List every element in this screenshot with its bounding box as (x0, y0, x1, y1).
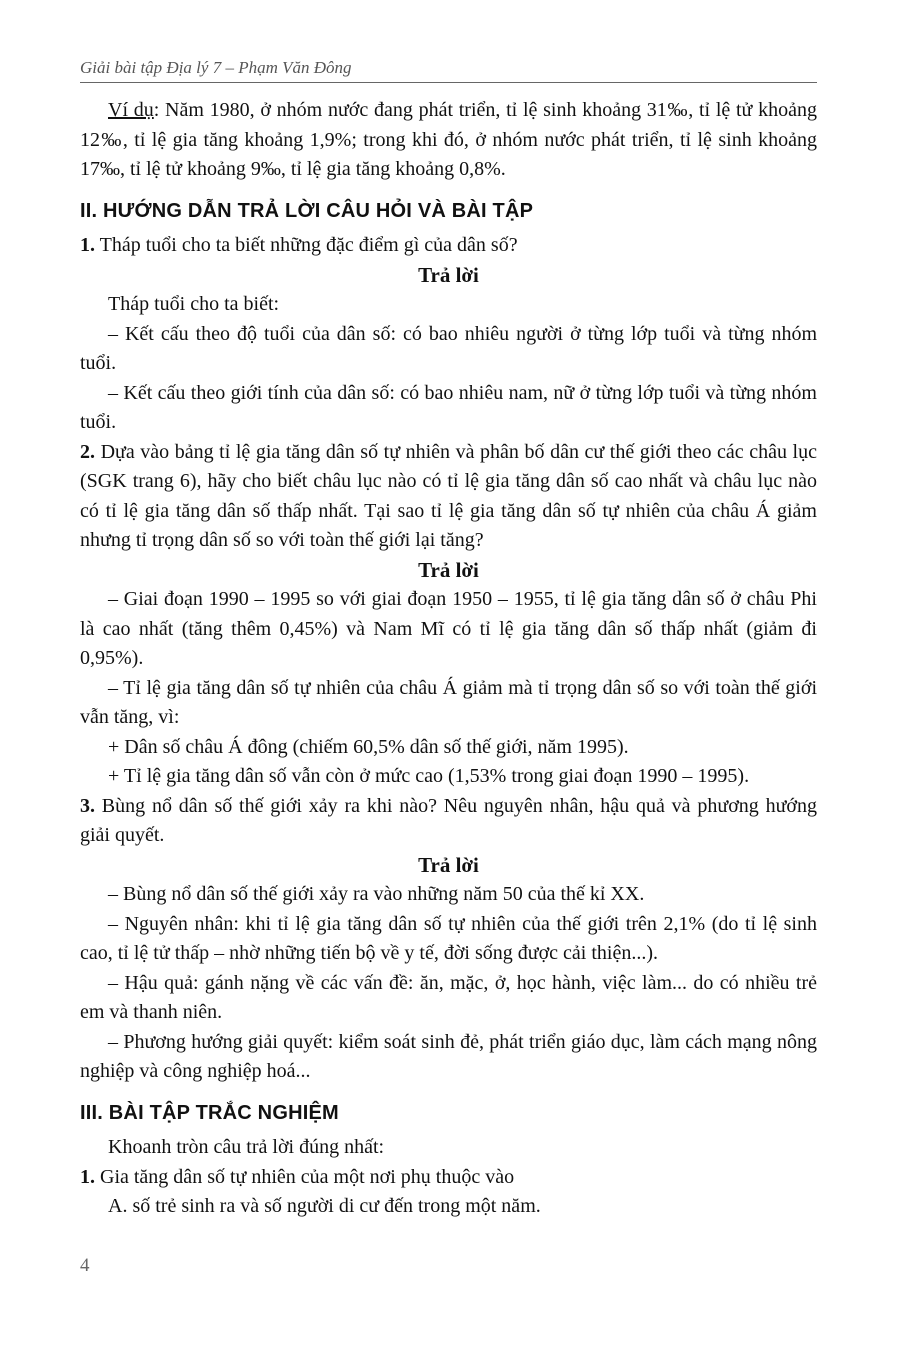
answer-heading-1: Trả lời (418, 262, 479, 287)
example-paragraph (80, 96, 817, 185)
q3-answer-item-1: – Bùng nổ dân số thế giới xảy ra vào những năm 50 của thế kỉ XX. (108, 883, 645, 905)
header-divider (80, 82, 817, 83)
quiz-option-a: A. số trẻ sinh ra và số người di cư đến trong một năm. (108, 1195, 541, 1217)
question-1 (80, 231, 817, 261)
question-2-number: 2. (80, 440, 95, 463)
q3-answer-item-4: – Phương hướng giải quyết: kiểm soát sinh đẻ, phát triển giáo dục, làm cách mạng nông nghiệp và công nghiệp hoá... (80, 1030, 817, 1082)
q2-answer-reason-1: + Dân số châu Á đông (chiếm 60,5% dân số thế giới, năm 1995). (108, 735, 629, 758)
quiz-question-1-text: Gia tăng dân số tự nhiên của một nơi phụ thuộc vào (95, 1165, 515, 1188)
section-3-title: III. BÀI TẬP TRẮC NGHIỆM (80, 1101, 339, 1124)
q1-answer-intro: Tháp tuổi cho ta biết: (108, 293, 280, 315)
example-label: Ví dụ (108, 99, 154, 121)
page-content (80, 96, 817, 1222)
question-3-text: Bùng nổ dân số thế giới xảy ra khi nào? Nêu nguyên nhân, hậu quả và phương hướng giải quyết. (80, 794, 817, 846)
page-number: 4 (80, 1255, 90, 1276)
running-header: Giải bài tập Địa lý 7 – Phạm Văn Đông (80, 58, 352, 77)
question-2 (80, 438, 817, 556)
example-text: : Năm 1980, ở nhóm nước đang phát triển, tỉ lệ sinh khoảng 31‰, tỉ lệ tử khoảng 12‰, tỉ lệ gia tăng khoảng 1,9%; trong khi đó, ở nhóm nước phát triển, tỉ lệ sinh khoảng 17‰, tỉ lệ tử khoảng 9‰, tỉ lệ gia tăng khoảng 0,8%. (80, 99, 818, 180)
quiz-instruction: Khoanh tròn câu trả lời đúng nhất: (108, 1136, 385, 1158)
q2-answer-item-1: – Giai đoạn 1990 – 1995 so với giai đoạn 1950 – 1955, tỉ lệ gia tăng dân số ở châu Phi là cao nhất (tăng thêm 0,45%) và Nam Mĩ có tỉ lệ gia tăng dân số thấp nhất (giảm đi 0,95%). (80, 588, 817, 669)
question-1-text: Tháp tuổi cho ta biết những đặc điểm gì của dân số? (95, 234, 518, 256)
answer-heading-3: Trả lời (418, 852, 479, 877)
q3-answer-item-3: – Hậu quả: gánh nặng về các vấn đề: ăn, mặc, ở, học hành, việc làm... do có nhiều trẻ em và thanh niên. (80, 971, 817, 1023)
q1-answer-item-1: – Kết cấu theo độ tuổi của dân số: có bao nhiêu người ở từng lớp tuổi và từng nhóm tuổi. (80, 322, 817, 374)
q3-answer-item-2: – Nguyên nhân: khi tỉ lệ gia tăng dân số tự nhiên của thế giới trên 2,1% (do tỉ lệ sinh cao, tỉ lệ tử thấp – nhờ những tiến bộ về y tế, đời sống được cải thiện...). (80, 912, 817, 964)
quiz-question-1-number: 1. (80, 1165, 95, 1188)
q1-answer-item-2: – Kết cấu theo giới tính của dân số: có bao nhiêu nam, nữ ở từng lớp tuổi và từng nhóm tuổi. (80, 381, 817, 433)
section-2-title: II. HƯỚNG DẪN TRẢ LỜI CÂU HỎI VÀ BÀI TẬP (80, 199, 534, 222)
question-1-number: 1. (80, 234, 95, 256)
answer-heading-2: Trả lời (418, 557, 479, 582)
q2-answer-reason-2: + Tỉ lệ gia tăng dân số vẫn còn ở mức cao (1,53% trong giai đoạn 1990 – 1995). (108, 765, 750, 787)
q2-answer-item-2: – Tỉ lệ gia tăng dân số tự nhiên của châu Á giảm mà tỉ trọng dân số so với toàn thế giới vẫn tăng, vì: (80, 676, 817, 728)
quiz-question-1 (80, 1163, 817, 1193)
question-2-text: Dựa vào bảng tỉ lệ gia tăng dân số tự nhiên và phân bố dân cư thế giới theo các châu lục (SGK trang 6), hãy cho biết châu lục nào có tỉ lệ gia tăng dân số cao nhất và châu lục nào có tỉ lệ gia tăng dân số thấp nhất. Tại sao tỉ lệ gia tăng dân số tự nhiên của châu Á giảm nhưng tỉ trọng dân số so với toàn thế giới lại tăng? (80, 440, 817, 551)
question-3 (80, 792, 817, 851)
question-3-number: 3. (80, 794, 95, 817)
